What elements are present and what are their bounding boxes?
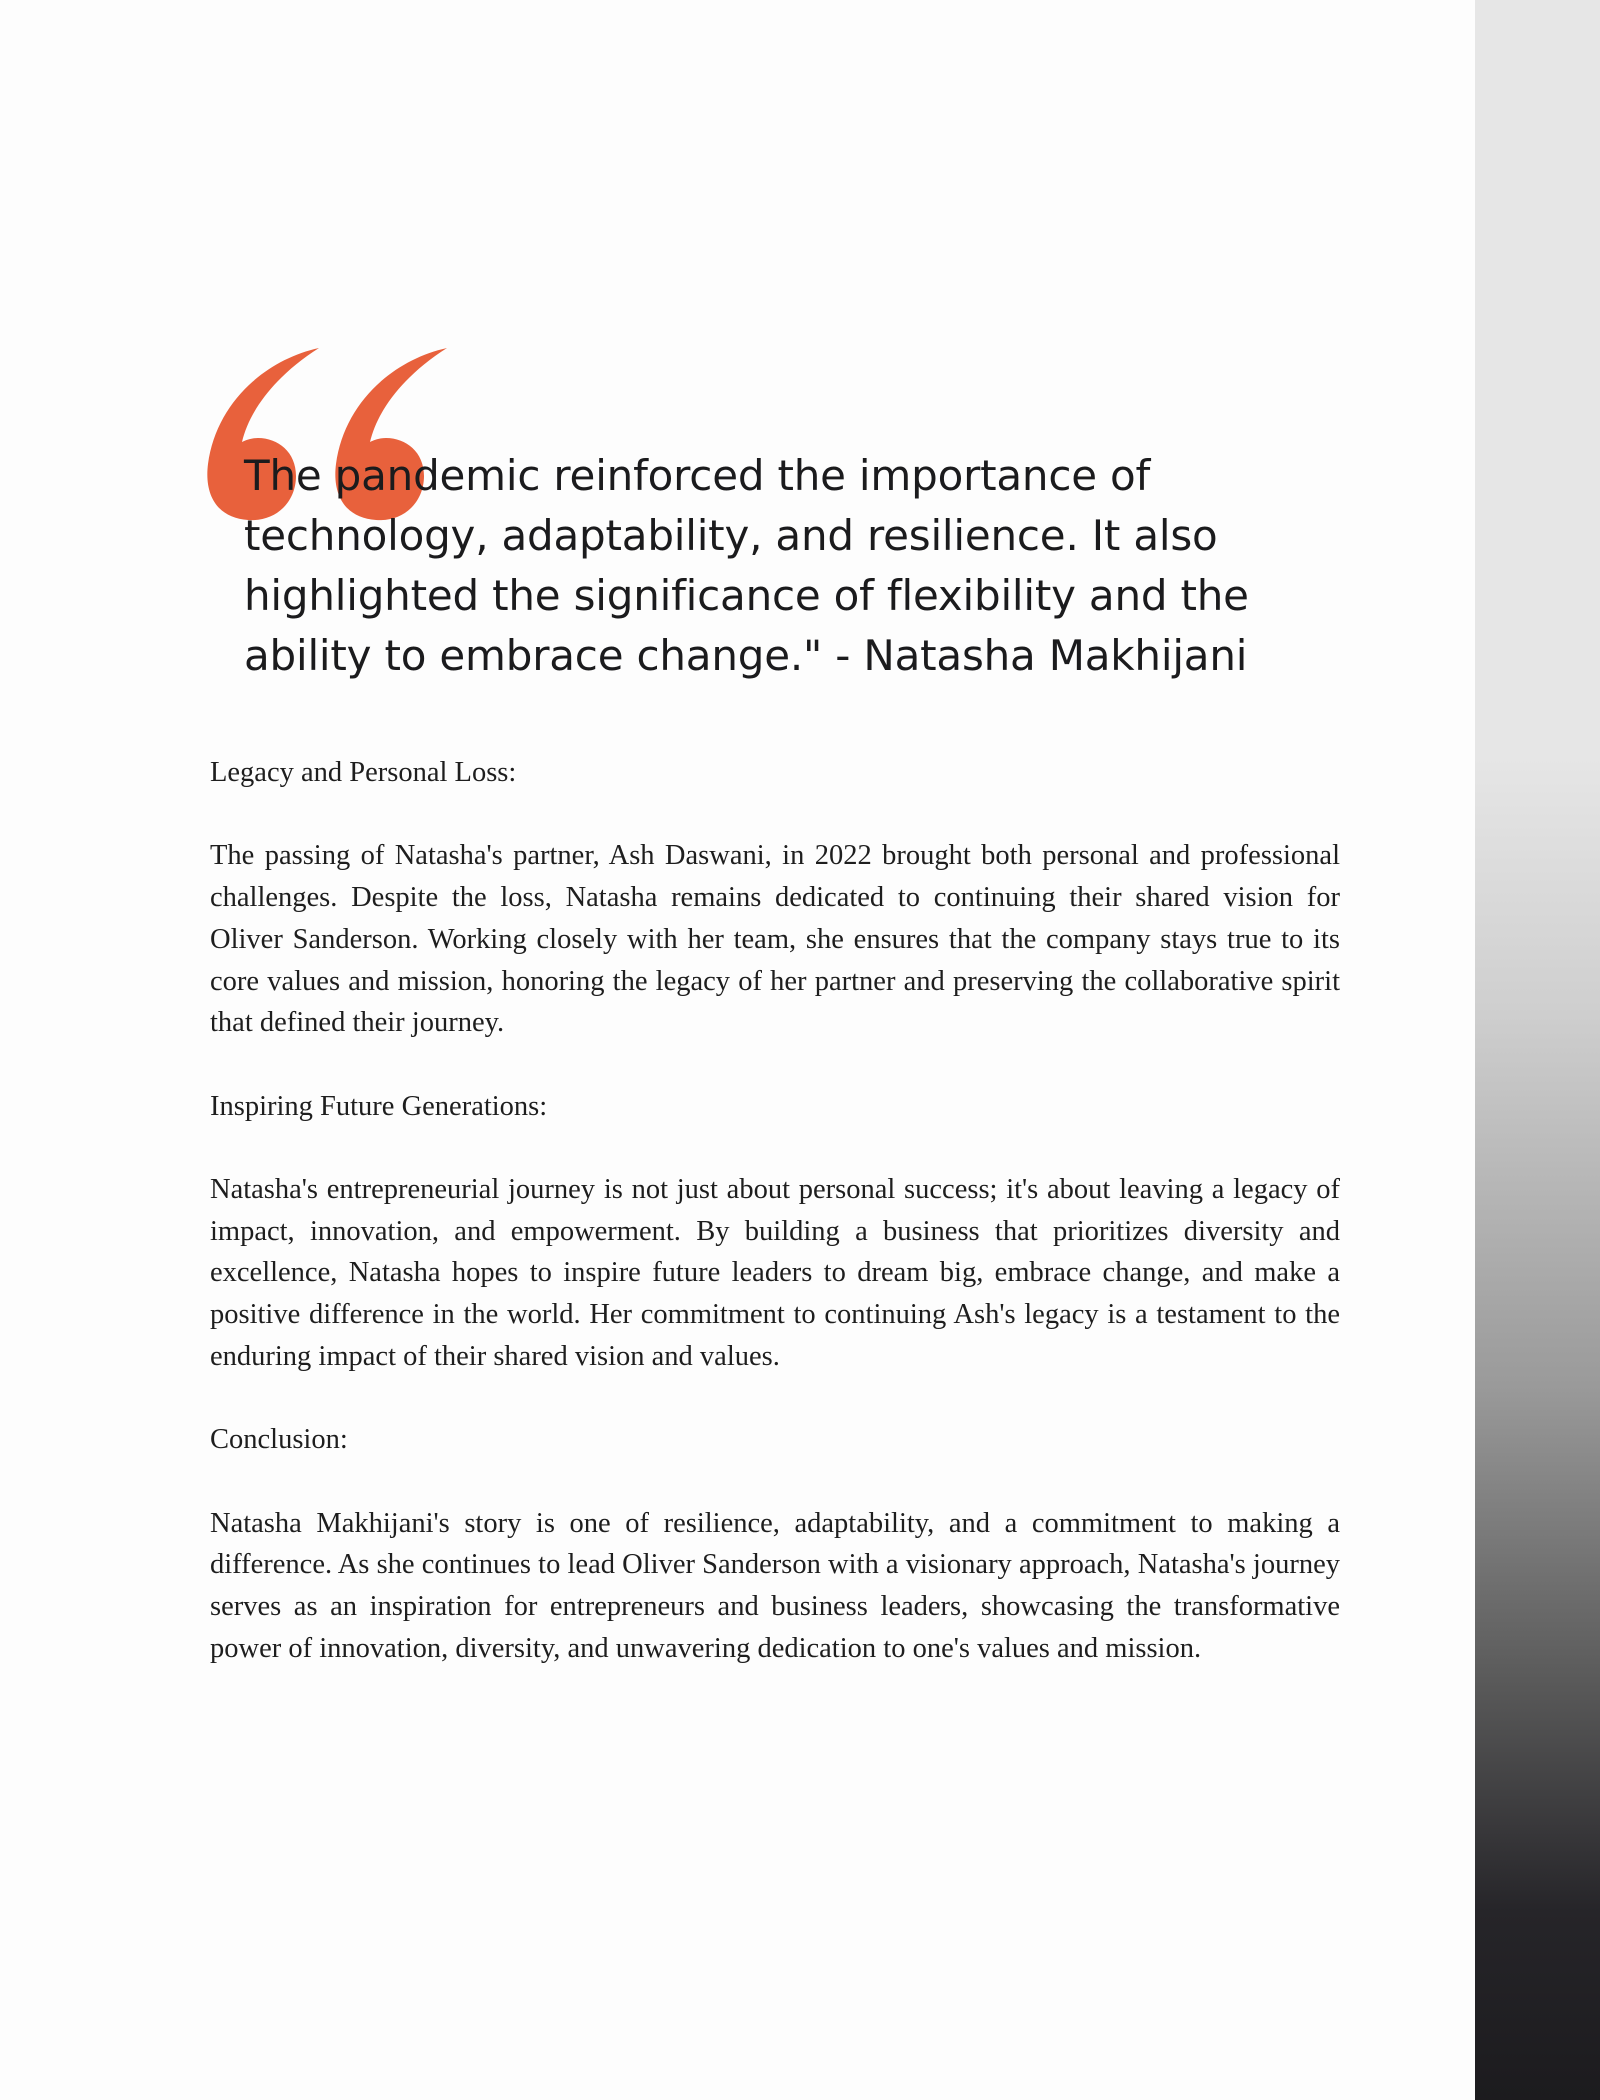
section-paragraph-conclusion: Natasha Makhijani's story is one of resilience, adaptability, and a commitment to making a difference. As she continues to lead Oliver Sanderson with a visionary approach, Natasha's journey serves as an inspiration for entrepreneurs and business leaders, showcasing the transformative power of innovation, diversity, and unwavering dedication to one's values and mission. [210,1507,1340,1664]
gradient-side-bar [1475,0,1600,2100]
section-paragraph-inspiring: Natasha's entrepreneurial journey is not just about personal success; it's about leaving a legacy of impact, innovation, and empowerment. By building a business that prioritizes diversity and excellence, Natasha hopes to inspire future leaders to dream big, embrace change, and make a positive difference in the world. Her commitment to continuing Ash's legacy is a testament to the enduring impact of their shared vision and values. [210,1173,1340,1372]
pull-quote: The pandemic reinforced the importance of technology, adaptability, and resilience. It also highlighted the significance of flexibility and the ability to embrace change." - Natasha Makhijani [244,451,1249,680]
section-heading-conclusion: Conclusion: [210,1424,348,1456]
section-paragraph-legacy: The passing of Natasha's partner, Ash Daswani, in 2022 brought both personal and professional challenges. Despite the loss, Natasha remains dedicated to continuing their shared vision for Oliver Sanderson. Working closely with her team, she ensures that the company stays true to its core values and mission, honoring the legacy of her partner and preserving the collaborative spirit that defined their journey. [210,840,1340,1039]
section-heading-inspiring: Inspiring Future Generations: [210,1090,548,1122]
article-body [210,752,1340,1711]
section-heading-legacy: Legacy and Personal Loss: [210,757,517,788]
